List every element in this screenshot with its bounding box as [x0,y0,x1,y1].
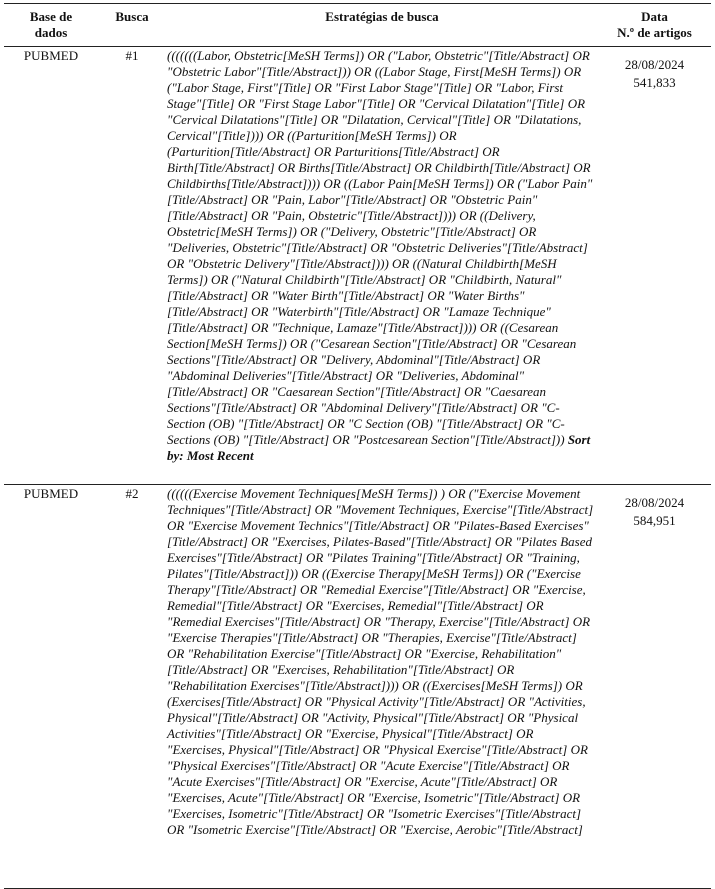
header-date [598,4,711,47]
row-search-id: #2 [125,486,139,501]
header-search-label: Busca [115,9,149,24]
header-date-line2: N.º de artigos [617,25,692,40]
row-article-count: 584,951 [633,513,676,528]
header-date-line1: Data [641,9,668,24]
row-date: 28/08/2024 [624,495,685,510]
row-strategy [166,485,598,889]
header-strategy-label: Estratégias de busca [325,9,439,24]
table-row [4,47,711,485]
row-database: PUBMED [23,48,79,63]
table-header-row [4,4,711,47]
row-date-count [598,485,711,889]
document-page [4,3,711,889]
row-sort-label: Sort by: Most Recent [167,432,591,463]
row-strategy [166,47,598,485]
row-search-id: #1 [125,48,139,63]
row-article-count: 541,833 [633,75,676,90]
row-database: PUBMED [23,486,79,501]
search-strategy-table [4,3,711,889]
header-database [4,4,98,47]
header-database-line2: dados [34,25,68,40]
header-strategy [166,4,598,47]
row-strategy-text: (((((((Labor, Obstetric[MeSH Terms]) OR ("Labor, Obstetric"[Title/Abstract] OR "Obstetric Labor"[Title/Abstract])) OR ((Labor Stage, First[MeSH Terms]) OR ("Labor Stage, First"[Title] OR "First Labor Stage"[Title] OR "Labor, First Stage"[Title] OR "First Stage Labor"[Title] OR "Cervical Dilatation"[Title] OR "Cervical Dilatations"[Title] OR "Dilatation, Cervical"[Title] OR "Dilatations, Cervical"[Title]))) OR ((Parturition[MeSH Terms]) OR (Parturition[Title/Abstract] OR Parturitions[Title/Abstract] OR Birth[Title/Abstract] OR Births[Title/Abstract] OR Childbirth[Title/Abstract] OR Childbirths[Title/Abstract]))) OR ((Labor Pain[MeSH Terms]) OR ("Labor Pain"[Title/Abstract] OR "Pain, Labor"[Title/Abstract] OR "Obstetric Pain"[Title/Abstract] OR "Pain, Obstetric"[Title/Abstract]))) OR ((Delivery, Obstetric[MeSH Terms]) OR ("Delivery, Obstetric"[Title/Abstract] OR "Deliveries, Obstetric"[Title/Abstract] OR "Obstetric Deliveries"[Title/Abstract] OR "Obstetric Delivery"[Title/Abstract]))) OR ((Natural Childbirth[MeSH Terms]) OR ("Natural Childbirth"[Title/Abstract] OR "Childbirth, Natural"[Title/Abstract] OR "Water Birth"[Title/Abstract] OR "Water Births"[Title/Abstract] OR "Waterbirth"[Title/Abstract] OR "Lamaze Technique"[Title/Abstract] OR "Technique, Lamaze"[Title/Abstract]))) OR ((Cesarean Section[MeSH Terms]) OR ("Cesarean Section"[Title/Abstract] OR "Cesarean Sections"[Title/Abstract] OR "Delivery, Abdominal"[Title/Abstract] OR "Abdominal Deliveries"[Title/Abstract] OR "Deliveries, Abdominal"[Title/Abstract] OR "Caesarean Section"[Title/Abstract] OR "Caesarean Sections"[Title/Abstract] OR "Abdominal Delivery"[Title/Abstract] OR "C-Section (OB) "[Title/Abstract] OR "C Section (OB) "[Title/Abstract] OR "C-Sections (OB) "[Title/Abstract] OR "Postcesarean Section"[Title/Abstract])) [167,48,593,447]
table-row [4,485,711,889]
header-database-line1: Base de [29,9,73,24]
header-search [98,4,166,47]
row-date: 28/08/2024 [624,57,685,72]
row-date-count [598,47,711,485]
row-strategy-text: ((((((Exercise Movement Techniques[MeSH Terms]) ) OR ("Exercise Movement Techniques"[Title/Abstract] OR "Movement Techniques, Exercise"[Title/Abstract] OR "Exercise Movement Technics"[Title/Abstract] OR "Pilates-Based Exercises"[Title/Abstract] OR "Exercises, Pilates-Based"[Title/Abstract] OR "Pilates Based Exercises"[Title/Abstract] OR "Pilates Training"[Title/Abstract] OR "Training, Pilates"[Title/Abstract])) OR ((Exercise Therapy[MeSH Terms]) OR ("Exercise Therapy"[Title/Abstract] OR "Remedial Exercise"[Title/Abstract] OR "Exercise, Remedial"[Title/Abstract] OR "Exercises, Remedial"[Title/Abstract] OR "Remedial Exercises"[Title/Abstract] OR "Therapy, Exercise"[Title/Abstract] OR "Exercise Therapies"[Title/Abstract] OR "Therapies, Exercise"[Title/Abstract] OR "Rehabilitation Exercise"[Title/Abstract] OR "Exercise, Rehabilitation"[Title/Abstract] OR "Exercises, Rehabilitation"[Title/Abstract] OR "Rehabilitation Exercises"[Title/Abstract]))) OR ((Exercises[MeSH Terms]) OR (Exercises[Title/Abstract] OR "Physical Activity"[Title/Abstract] OR "Activities, Physical"[Title/Abstract] OR "Activity, Physical"[Title/Abstract] OR "Physical Activities"[Title/Abstract] OR "Exercise, Physical"[Title/Abstract] OR "Exercises, Physical"[Title/Abstract] OR "Physical Exercise"[Title/Abstract] OR "Physical Exercises"[Title/Abstract] OR "Acute Exercise"[Title/Abstract] OR "Acute Exercises"[Title/Abstract] OR "Exercise, Acute"[Title/Abstract] OR "Exercises, Acute"[Title/Abstract] OR "Exercise, Isometric"[Title/Abstract] OR "Exercises, Isometric"[Title/Abstract] OR "Isometric Exercises"[Title/Abstract] OR "Isometric Exercise"[Title/Abstract] OR "Exercise, Aerobic"[Title/Abstract] [167,486,594,837]
